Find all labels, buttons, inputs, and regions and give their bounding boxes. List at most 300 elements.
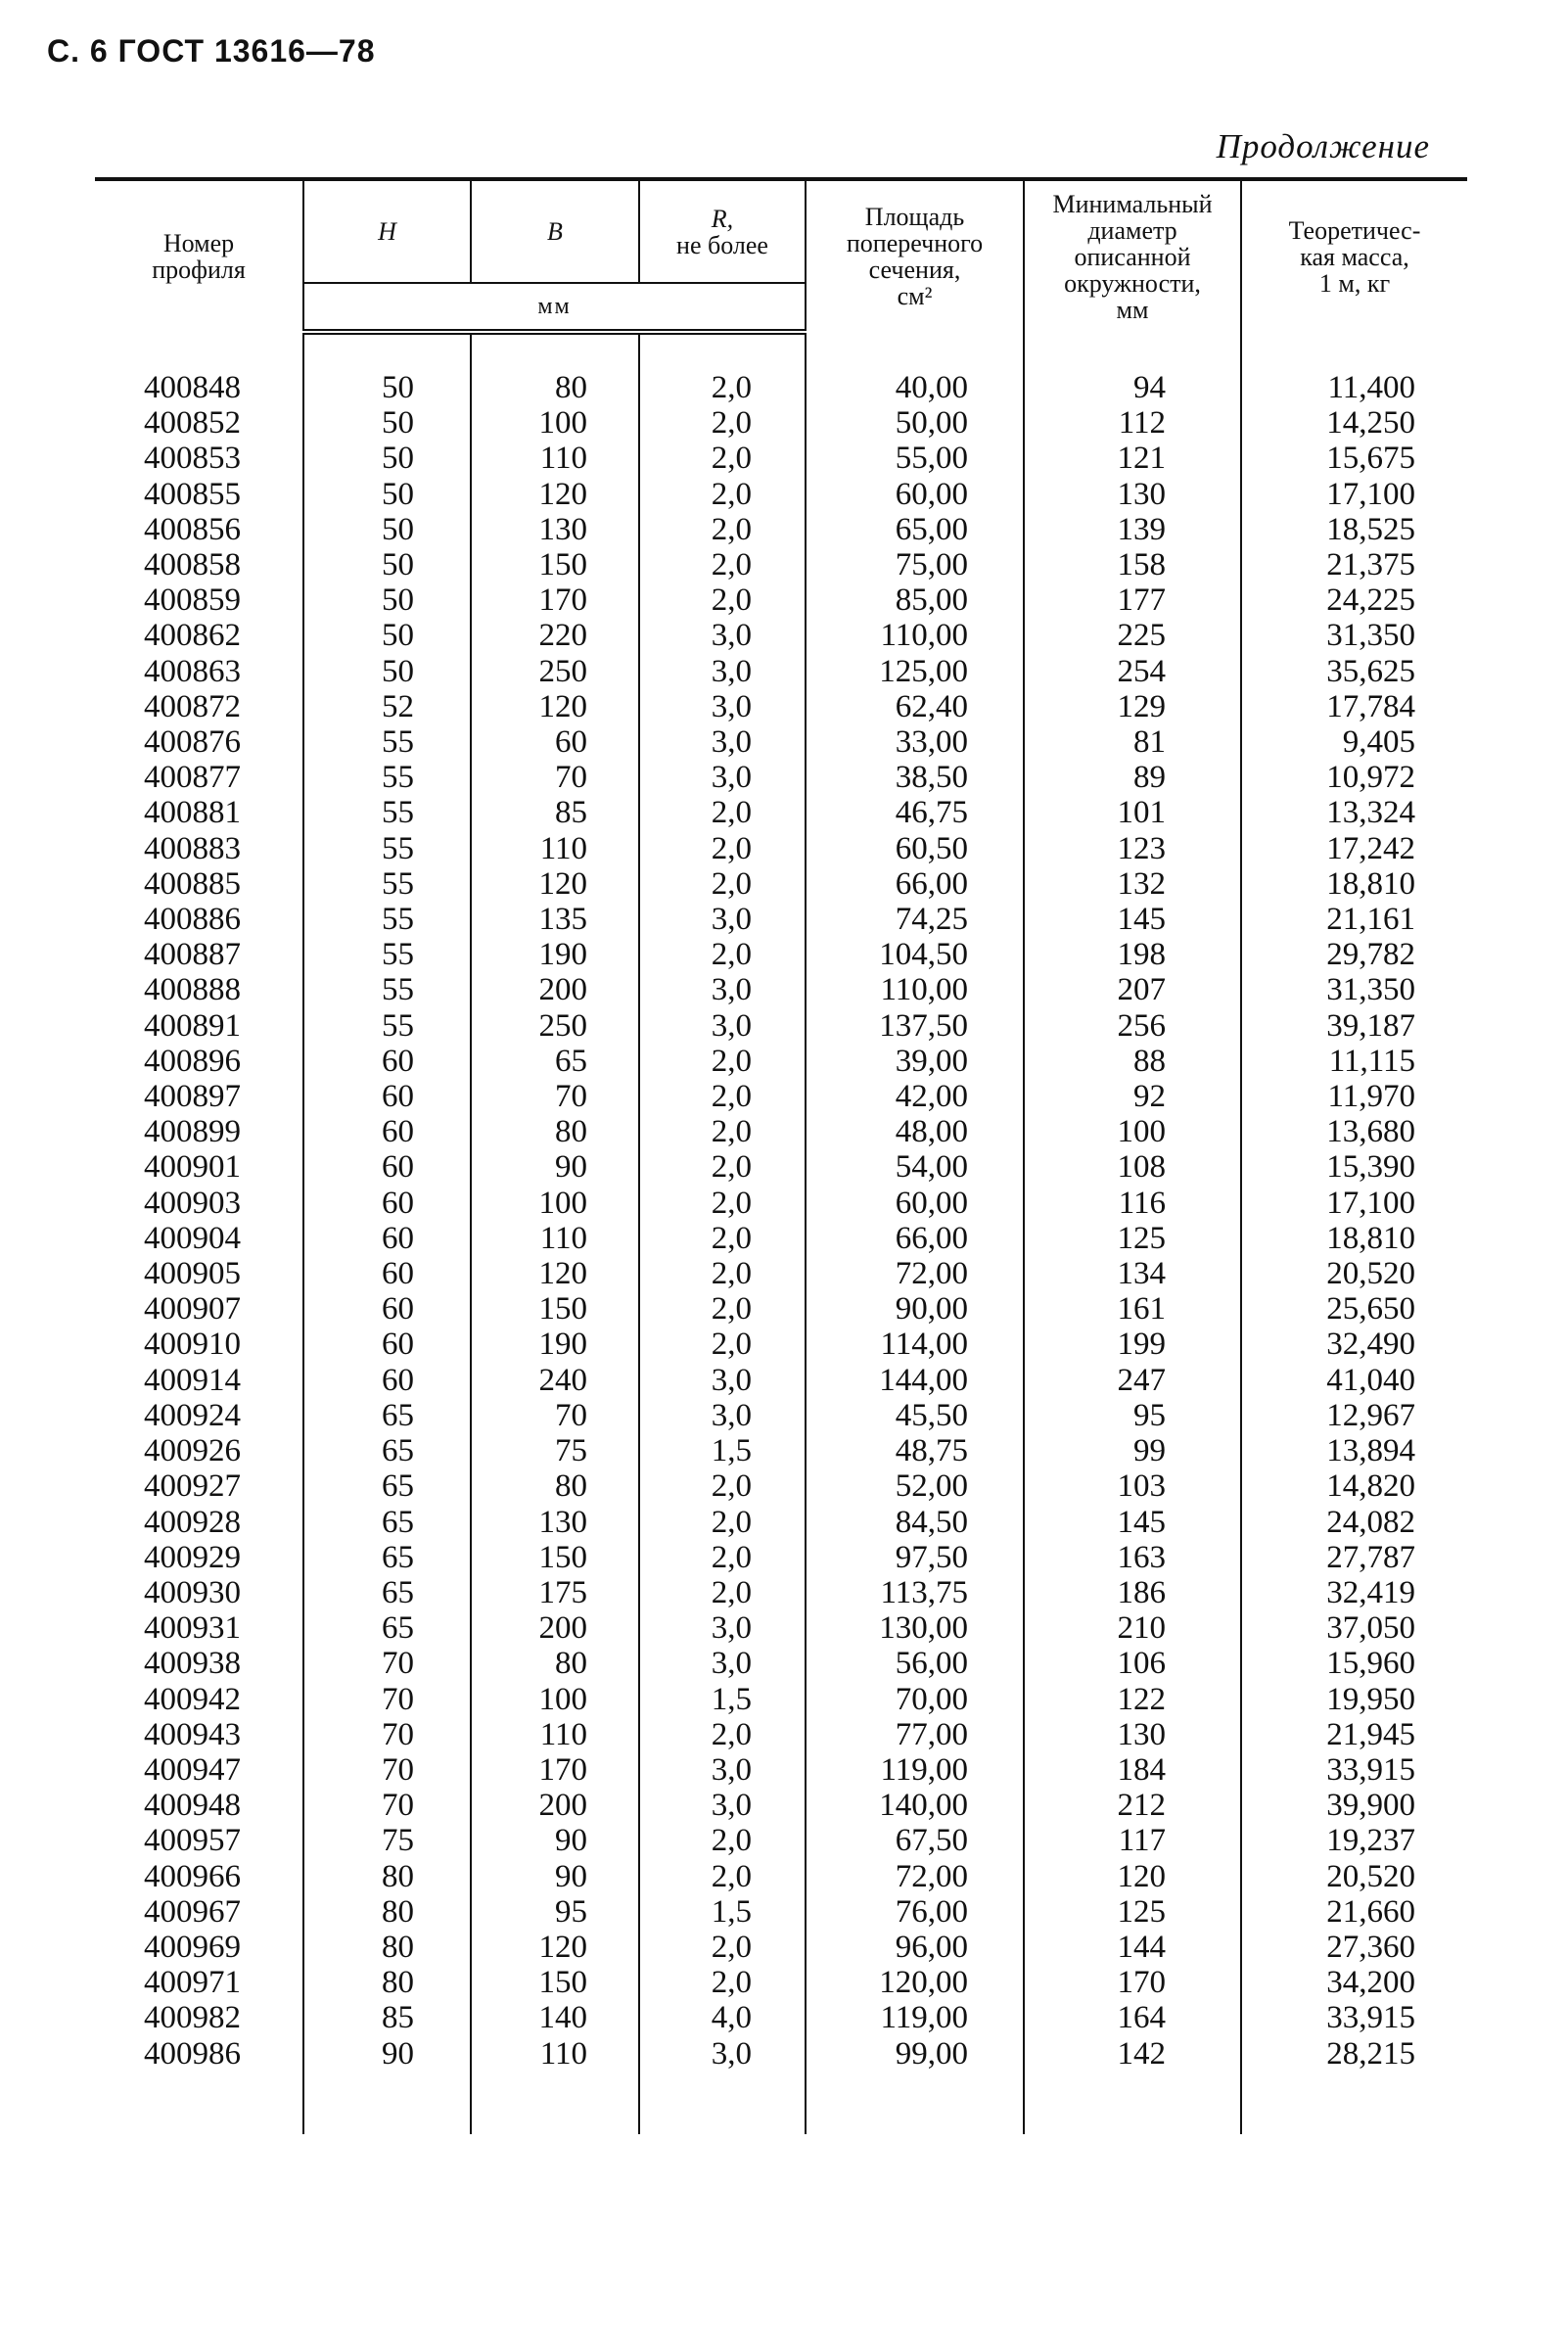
cell-area: 66,00: [806, 866, 1024, 902]
cell-b: 65: [471, 1044, 639, 1079]
cell-h: 85: [303, 2000, 471, 2035]
cell-r: 2,0: [639, 1965, 806, 2000]
cell-profile: 400914: [144, 1362, 241, 1398]
cell-profile: 400943: [144, 1716, 241, 1752]
cell-h: 50: [303, 618, 471, 653]
cell-mass: 21,660: [1241, 1894, 1467, 1930]
cell-mass: 37,050: [1241, 1610, 1467, 1646]
cell-profile: 400948: [144, 1788, 241, 1824]
table-row: [95, 1610, 1467, 1646]
cell-diameter: 99: [1024, 1433, 1241, 1468]
cell-area: 75,00: [806, 547, 1024, 582]
table-row: [95, 2000, 1467, 2035]
cell-b: 80: [471, 370, 639, 405]
cell-h: 60: [303, 1291, 471, 1327]
cell-h: 65: [303, 1433, 471, 1468]
cell-mass: 31,350: [1241, 972, 1467, 1007]
cell-area: 84,50: [806, 1505, 1024, 1540]
cell-h: 65: [303, 1540, 471, 1575]
table-row: [95, 1221, 1467, 1256]
cell-mass: 34,200: [1241, 1965, 1467, 2000]
cell-b: 130: [471, 1505, 639, 1540]
cell-area: 66,00: [806, 1221, 1024, 1256]
cell-h: 50: [303, 441, 471, 476]
cell-r: 3,0: [639, 1752, 806, 1788]
cell-r: 2,0: [639, 1468, 806, 1504]
cell-profile: 400929: [144, 1539, 241, 1575]
cell-diameter: 170: [1024, 1965, 1241, 2000]
continuation-label: Продолжение: [1216, 127, 1430, 165]
cell-mass: 27,787: [1241, 1540, 1467, 1575]
cell-r: 2,0: [639, 1505, 806, 1540]
cell-area: 90,00: [806, 1291, 1024, 1327]
cell-h: 65: [303, 1610, 471, 1646]
cell-diameter: 132: [1024, 866, 1241, 902]
cell-diameter: 158: [1024, 547, 1241, 582]
cell-r: 2,0: [639, 512, 806, 547]
cell-b: 190: [471, 937, 639, 972]
cell-profile: 400883: [144, 830, 241, 866]
cell-diameter: 116: [1024, 1186, 1241, 1221]
cell-mass: 27,360: [1241, 1930, 1467, 1965]
table-row: [95, 441, 1467, 476]
cell-r: 2,0: [639, 1859, 806, 1894]
cell-area: 38,50: [806, 760, 1024, 795]
table-row: [95, 1788, 1467, 1823]
cell-r: 2,0: [639, 477, 806, 512]
table-row: [95, 795, 1467, 830]
cell-profile: 400887: [144, 937, 241, 973]
cell-b: 150: [471, 547, 639, 582]
cell-b: 200: [471, 1788, 639, 1823]
cell-profile: 400852: [144, 405, 241, 442]
table-row: [95, 1044, 1467, 1079]
cell-r: 1,5: [639, 1682, 806, 1717]
cell-profile: 400924: [144, 1397, 241, 1433]
cell-diameter: 95: [1024, 1398, 1241, 1433]
cell-h: 50: [303, 547, 471, 582]
cell-diameter: 125: [1024, 1221, 1241, 1256]
cell-r: 2,0: [639, 582, 806, 618]
cell-b: 240: [471, 1363, 639, 1398]
cell-diameter: 164: [1024, 2000, 1241, 2035]
cell-diameter: 129: [1024, 689, 1241, 724]
cell-b: 200: [471, 972, 639, 1007]
table-row: [95, 1646, 1467, 1681]
cell-mass: 17,784: [1241, 689, 1467, 724]
cell-diameter: 134: [1024, 1256, 1241, 1291]
cell-mass: 24,082: [1241, 1505, 1467, 1540]
cell-mass: 19,950: [1241, 1682, 1467, 1717]
cell-area: 52,00: [806, 1468, 1024, 1504]
cell-r: 3,0: [639, 618, 806, 653]
cell-area: 42,00: [806, 1079, 1024, 1114]
cell-profile: 400877: [144, 760, 241, 796]
cell-diameter: 112: [1024, 405, 1241, 441]
cell-diameter: 207: [1024, 972, 1241, 1007]
cell-r: 2,0: [639, 1823, 806, 1858]
cell-mass: 28,215: [1241, 2036, 1467, 2072]
cell-b: 100: [471, 1682, 639, 1717]
cell-r: 3,0: [639, 1788, 806, 1823]
cell-area: 40,00: [806, 370, 1024, 405]
cell-r: 3,0: [639, 1398, 806, 1433]
cell-diameter: 117: [1024, 1823, 1241, 1858]
table-row: [95, 1398, 1467, 1433]
cell-mass: 14,820: [1241, 1468, 1467, 1504]
cell-diameter: 199: [1024, 1327, 1241, 1362]
table-row: [95, 1859, 1467, 1894]
cell-b: 70: [471, 1398, 639, 1433]
cell-h: 65: [303, 1468, 471, 1504]
cell-b: 80: [471, 1114, 639, 1149]
cell-mass: 13,324: [1241, 795, 1467, 830]
cell-profile: 400886: [144, 902, 241, 938]
cell-profile: 400910: [144, 1327, 241, 1363]
cell-profile: 400872: [144, 688, 241, 724]
cell-b: 110: [471, 831, 639, 866]
cell-h: 70: [303, 1788, 471, 1823]
cell-mass: 19,237: [1241, 1823, 1467, 1858]
cell-mass: 41,040: [1241, 1363, 1467, 1398]
cell-h: 55: [303, 972, 471, 1007]
cell-h: 70: [303, 1717, 471, 1752]
cell-area: 56,00: [806, 1646, 1024, 1681]
cell-b: 130: [471, 512, 639, 547]
table-row: [95, 1965, 1467, 2000]
cell-b: 190: [471, 1327, 639, 1362]
header-diameter: Минимальный диаметр описанной окружности, мм: [1024, 179, 1241, 332]
cell-b: 60: [471, 724, 639, 760]
cell-profile: 400859: [144, 582, 241, 619]
cell-h: 55: [303, 831, 471, 866]
cell-h: 60: [303, 1114, 471, 1149]
cell-diameter: 130: [1024, 477, 1241, 512]
cell-profile: 400848: [144, 370, 241, 405]
cell-area: 130,00: [806, 1610, 1024, 1646]
cell-diameter: 89: [1024, 760, 1241, 795]
cell-area: 144,00: [806, 1363, 1024, 1398]
cell-area: 48,75: [806, 1433, 1024, 1468]
table-row: [95, 1468, 1467, 1504]
cell-mass: 14,250: [1241, 405, 1467, 441]
cell-diameter: 225: [1024, 618, 1241, 653]
cell-mass: 21,375: [1241, 547, 1467, 582]
cell-b: 70: [471, 760, 639, 795]
cell-r: 3,0: [639, 972, 806, 1007]
table-row: [95, 1682, 1467, 1717]
cell-r: 3,0: [639, 2036, 806, 2072]
table-row: [95, 1823, 1467, 1858]
table-body: [95, 332, 1467, 2134]
cell-diameter: 184: [1024, 1752, 1241, 1788]
cell-r: 3,0: [639, 689, 806, 724]
cell-b: 170: [471, 1752, 639, 1788]
cell-diameter: 145: [1024, 1505, 1241, 1540]
cell-profile: 400986: [144, 2035, 241, 2072]
cell-mass: 25,650: [1241, 1291, 1467, 1327]
cell-b: 95: [471, 1894, 639, 1930]
cell-profile: 400862: [144, 618, 241, 654]
cell-area: 110,00: [806, 618, 1024, 653]
table-row: [95, 582, 1467, 618]
cell-h: 60: [303, 1256, 471, 1291]
table-row: [95, 1149, 1467, 1185]
cell-profile: 400858: [144, 547, 241, 583]
cell-h: 60: [303, 1327, 471, 1362]
cell-h: 65: [303, 1575, 471, 1610]
table-row: [95, 1752, 1467, 1788]
cell-b: 250: [471, 1008, 639, 1044]
cell-area: 62,40: [806, 689, 1024, 724]
cell-profile: 400967: [144, 1893, 241, 1930]
cell-r: 3,0: [639, 1646, 806, 1681]
cell-h: 90: [303, 2036, 471, 2072]
cell-area: 140,00: [806, 1788, 1024, 1823]
table-row: [95, 547, 1467, 582]
cell-profile: 400928: [144, 1504, 241, 1540]
header-unit-mm: мм: [303, 283, 806, 332]
cell-b: 140: [471, 2000, 639, 2035]
cell-r: 3,0: [639, 902, 806, 937]
table-row: [95, 1575, 1467, 1610]
header-b: B: [471, 179, 639, 283]
cell-mass: 29,782: [1241, 937, 1467, 972]
cell-diameter: 108: [1024, 1149, 1241, 1185]
cell-h: 80: [303, 1859, 471, 1894]
cell-profile: 400885: [144, 865, 241, 902]
cell-area: 110,00: [806, 972, 1024, 1007]
table-row: [95, 866, 1467, 902]
cell-r: 2,0: [639, 1291, 806, 1327]
cell-mass: 21,161: [1241, 902, 1467, 937]
cell-mass: 11,400: [1241, 370, 1467, 405]
header-profile-number: Номер профиля: [95, 179, 303, 332]
cell-r: 2,0: [639, 1149, 806, 1185]
cell-h: 50: [303, 582, 471, 618]
cell-r: 2,0: [639, 1256, 806, 1291]
cell-h: 52: [303, 689, 471, 724]
cell-mass: 18,525: [1241, 512, 1467, 547]
cell-diameter: 130: [1024, 1717, 1241, 1752]
cell-area: 33,00: [806, 724, 1024, 760]
cell-b: 120: [471, 1930, 639, 1965]
cell-h: 55: [303, 1008, 471, 1044]
cell-b: 110: [471, 1717, 639, 1752]
cell-b: 110: [471, 441, 639, 476]
cell-mass: 20,520: [1241, 1256, 1467, 1291]
cell-diameter: 177: [1024, 582, 1241, 618]
cell-diameter: 161: [1024, 1291, 1241, 1327]
cell-mass: 13,680: [1241, 1114, 1467, 1149]
cell-profile: 400901: [144, 1149, 241, 1186]
cell-profile: 400899: [144, 1114, 241, 1150]
cell-area: 125,00: [806, 654, 1024, 689]
table-row: [95, 654, 1467, 689]
cell-mass: 15,960: [1241, 1646, 1467, 1681]
cell-area: 72,00: [806, 1256, 1024, 1291]
cell-b: 80: [471, 1468, 639, 1504]
cell-r: 2,0: [639, 1717, 806, 1752]
cell-profile: 400969: [144, 1929, 241, 1965]
cell-diameter: 125: [1024, 1894, 1241, 1930]
table-row: [95, 1894, 1467, 1930]
cell-profile: 400855: [144, 476, 241, 512]
cell-diameter: 120: [1024, 1859, 1241, 1894]
table-row: [95, 831, 1467, 866]
cell-h: 65: [303, 1505, 471, 1540]
cell-r: 2,0: [639, 1114, 806, 1149]
cell-h: 55: [303, 760, 471, 795]
table-row: [95, 477, 1467, 512]
cell-area: 77,00: [806, 1717, 1024, 1752]
cell-area: 74,25: [806, 902, 1024, 937]
cell-area: 50,00: [806, 405, 1024, 441]
cell-r: 3,0: [639, 1008, 806, 1044]
cell-r: 3,0: [639, 724, 806, 760]
cell-diameter: 123: [1024, 831, 1241, 866]
cell-b: 150: [471, 1965, 639, 2000]
cell-area: 99,00: [806, 2036, 1024, 2072]
cell-b: 110: [471, 2036, 639, 2072]
cell-r: 3,0: [639, 760, 806, 795]
cell-h: 70: [303, 1752, 471, 1788]
cell-b: 90: [471, 1149, 639, 1185]
cell-h: 50: [303, 654, 471, 689]
cell-b: 150: [471, 1540, 639, 1575]
cell-mass: 31,350: [1241, 618, 1467, 653]
cell-diameter: 121: [1024, 441, 1241, 476]
cell-h: 50: [303, 370, 471, 405]
cell-r: 3,0: [639, 1363, 806, 1398]
cell-area: 65,00: [806, 512, 1024, 547]
cell-area: 54,00: [806, 1149, 1024, 1185]
cell-r: 2,0: [639, 1044, 806, 1079]
cell-diameter: 247: [1024, 1363, 1241, 1398]
cell-diameter: 256: [1024, 1008, 1241, 1044]
cell-b: 220: [471, 618, 639, 653]
cell-diameter: 103: [1024, 1468, 1241, 1504]
cell-mass: 33,915: [1241, 2000, 1467, 2035]
cell-r: 1,5: [639, 1894, 806, 1930]
cell-r: 3,0: [639, 1610, 806, 1646]
cell-b: 90: [471, 1823, 639, 1858]
cell-r: 2,0: [639, 795, 806, 830]
cell-area: 120,00: [806, 1965, 1024, 2000]
cell-diameter: 145: [1024, 902, 1241, 937]
table-row: [95, 1114, 1467, 1149]
cell-mass: 11,970: [1241, 1079, 1467, 1114]
cell-h: 60: [303, 1186, 471, 1221]
cell-b: 250: [471, 654, 639, 689]
cell-h: 75: [303, 1823, 471, 1858]
header-h: H: [303, 179, 471, 283]
cell-b: 175: [471, 1575, 639, 1610]
cell-mass: 39,900: [1241, 1788, 1467, 1823]
cell-diameter: 94: [1024, 370, 1241, 405]
profile-table: [95, 177, 1467, 2134]
cell-b: 120: [471, 477, 639, 512]
cell-r: 2,0: [639, 1540, 806, 1575]
cell-area: 85,00: [806, 582, 1024, 618]
cell-profile: 400896: [144, 1043, 241, 1079]
cell-area: 67,50: [806, 1823, 1024, 1858]
cell-area: 119,00: [806, 2000, 1024, 2035]
cell-profile: 400942: [144, 1681, 241, 1717]
cell-b: 110: [471, 1221, 639, 1256]
cell-area: 114,00: [806, 1327, 1024, 1362]
cell-diameter: 122: [1024, 1682, 1241, 1717]
table-row: [95, 1327, 1467, 1362]
cell-profile: 400897: [144, 1079, 241, 1115]
cell-profile: 400938: [144, 1646, 241, 1682]
cell-mass: 17,100: [1241, 477, 1467, 512]
cell-mass: 32,419: [1241, 1575, 1467, 1610]
cell-profile: 400982: [144, 2000, 241, 2036]
cell-profile: 400931: [144, 1610, 241, 1647]
cell-b: 120: [471, 866, 639, 902]
table-row: [95, 1930, 1467, 1965]
cell-mass: 10,972: [1241, 760, 1467, 795]
cell-h: 80: [303, 1894, 471, 1930]
cell-h: 60: [303, 1149, 471, 1185]
cell-area: 104,50: [806, 937, 1024, 972]
cell-r: 2,0: [639, 547, 806, 582]
cell-profile: 400947: [144, 1751, 241, 1788]
cell-diameter: 142: [1024, 2036, 1241, 2072]
cell-mass: 20,520: [1241, 1859, 1467, 1894]
table-row: [95, 405, 1467, 441]
cell-diameter: 100: [1024, 1114, 1241, 1149]
table-row: [95, 1256, 1467, 1291]
table-row: [95, 1363, 1467, 1398]
cell-mass: 12,967: [1241, 1398, 1467, 1433]
cell-area: 60,00: [806, 1186, 1024, 1221]
cell-diameter: 106: [1024, 1646, 1241, 1681]
cell-area: 45,50: [806, 1398, 1024, 1433]
cell-mass: 21,945: [1241, 1717, 1467, 1752]
cell-area: 60,50: [806, 831, 1024, 866]
cell-profile: 400856: [144, 511, 241, 547]
cell-area: 55,00: [806, 441, 1024, 476]
cell-diameter: 163: [1024, 1540, 1241, 1575]
cell-area: 76,00: [806, 1894, 1024, 1930]
cell-mass: 15,390: [1241, 1149, 1467, 1185]
cell-mass: 13,894: [1241, 1433, 1467, 1468]
cell-diameter: 210: [1024, 1610, 1241, 1646]
cell-r: 2,0: [639, 1221, 806, 1256]
cell-diameter: 254: [1024, 654, 1241, 689]
cell-mass: 18,810: [1241, 866, 1467, 902]
cell-h: 55: [303, 902, 471, 937]
table-row: [95, 724, 1467, 760]
table-row: [95, 972, 1467, 1007]
cell-b: 120: [471, 689, 639, 724]
table-row: [95, 618, 1467, 653]
cell-h: 70: [303, 1646, 471, 1681]
cell-area: 137,50: [806, 1008, 1024, 1044]
cell-area: 119,00: [806, 1752, 1024, 1788]
cell-mass: 18,810: [1241, 1221, 1467, 1256]
header-mass: Теоретичес- кая масса, 1 м, кг: [1241, 179, 1467, 332]
cell-diameter: 186: [1024, 1575, 1241, 1610]
cell-r: 2,0: [639, 1186, 806, 1221]
cell-r: 1,5: [639, 1433, 806, 1468]
table-row: [95, 1079, 1467, 1114]
cell-profile: 400888: [144, 972, 241, 1008]
cell-area: 46,75: [806, 795, 1024, 830]
cell-r: 2,0: [639, 866, 806, 902]
